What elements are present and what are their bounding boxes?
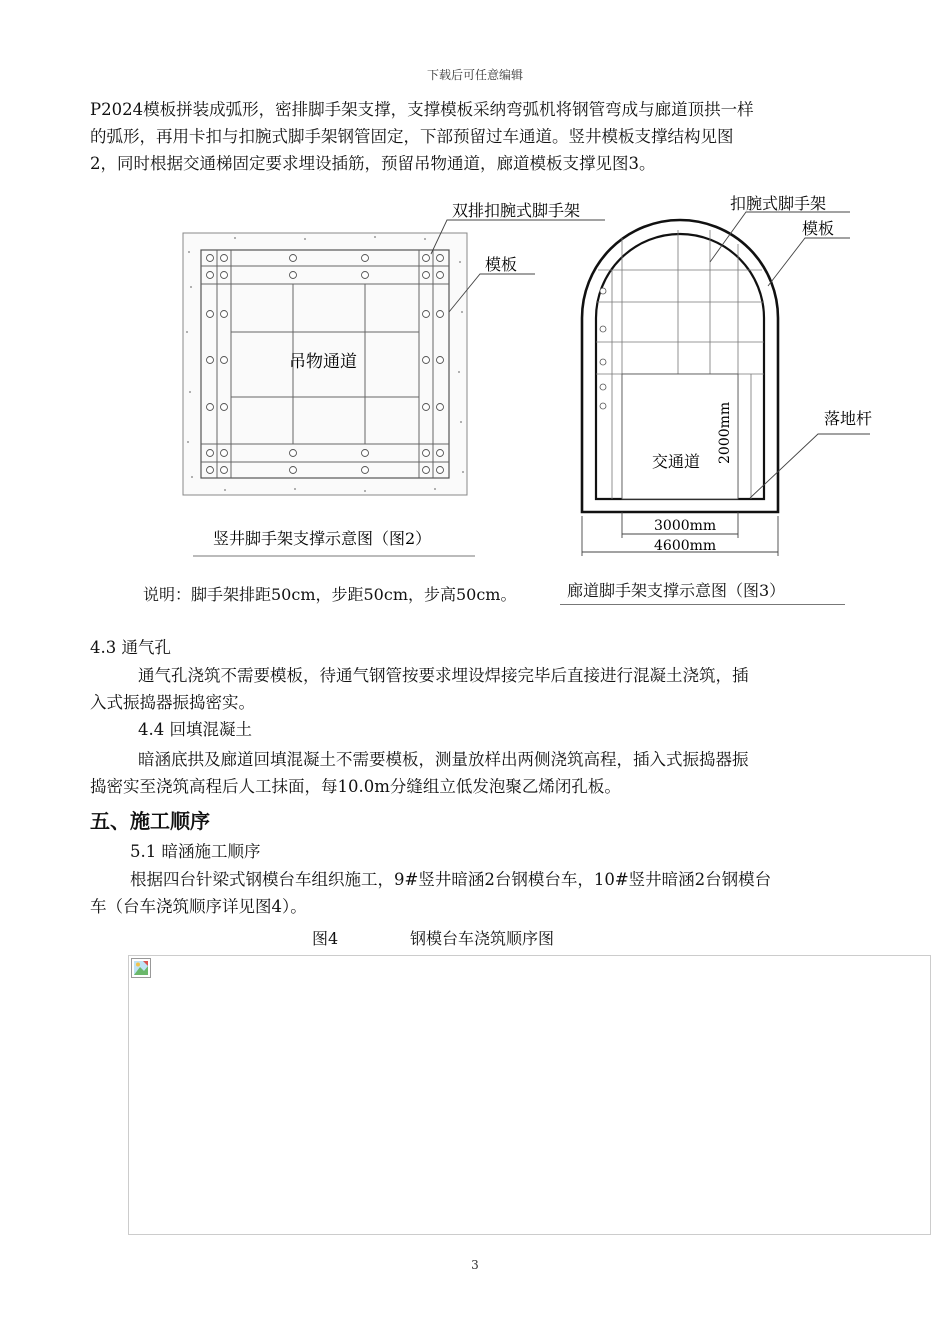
section-4-3-body [90, 662, 860, 716]
section-4-4-body [90, 746, 860, 800]
label-double-row-scaffold: 双排扣腕式脚手架 [452, 201, 581, 220]
shaft-scaffold-diagram [175, 192, 581, 562]
section-4-4-title: 4.4 回填混凝土 [138, 720, 252, 739]
dim-outer-width: 4600mm [654, 538, 717, 554]
intro-paragraph [90, 96, 860, 177]
text-line: 入式振捣器振捣密实。 [90, 693, 255, 712]
fig2-caption: 竖井脚手架支撑示意图（图2） [213, 529, 432, 548]
page-header: 下载后可任意编辑 [426, 68, 523, 82]
dim-height: 2000mm [717, 401, 733, 464]
dim-inner-width: 3000mm [654, 518, 717, 534]
text-line: 根据四台针梁式钢模台车组织施工，9#竖井暗涵2台钢模台车，10#竖井暗涵2台钢模台 [130, 870, 772, 889]
broken-image-icon [131, 958, 151, 978]
scaffold-note: 说明：脚手架排距50cm，步距50cm，步高50cm。 [143, 585, 517, 604]
fig4-image-placeholder [128, 955, 931, 1235]
page-number: 3 [471, 1258, 479, 1272]
section-5-1-body [90, 866, 860, 920]
text-line: 的弧形，再用卡扣与扣腕式脚手架钢管固定，下部预留过车通道。竖井模板支撑结构见图 [90, 127, 734, 146]
label-scaffold: 扣腕式脚手架 [730, 194, 827, 213]
label-traffic-passage: 交通道 [652, 452, 701, 471]
text-line: 暗涵底拱及廊道回填混凝土不需要模板，测量放样出两侧浇筑高程，插入式振捣器振 [138, 750, 749, 769]
gallery-poles [600, 288, 606, 409]
section-5-1-title: 5.1 暗涵施工顺序 [130, 842, 261, 861]
fig3-caption: 廊道脚手架支撑示意图（图3） [567, 581, 786, 600]
section-4-3-title: 4.3 通气孔 [90, 638, 171, 657]
label-hoisting-passage: 吊物通道 [289, 352, 357, 372]
fig4-caption-number: 图4 [312, 929, 339, 948]
text-line: 通气孔浇筑不需要模板，待通气钢管按要求埋设焊接完毕后直接进行混凝土浇筑，插 [138, 666, 749, 685]
label-ground-pole: 落地杆 [824, 409, 873, 428]
text-line: 车（台车浇筑顺序详见图4）。 [90, 897, 307, 916]
gallery-scaffold-diagram [570, 186, 873, 566]
text-line: 2，同时根据交通梯固定要求埋设插筋，预留吊物通道，廊道模板支撑见图3。 [90, 154, 656, 173]
label-formwork: 模板 [485, 255, 518, 274]
text-line: 捣密实至浇筑高程后人工抹面，每10.0m分缝组立低发泡聚乙烯闭孔板。 [90, 777, 621, 796]
text-line: P2024模板拼装成弧形，密排脚手架支撑，支撑模板采纳弯弧机将钢管弯成与廊道顶拱一样 [90, 100, 754, 119]
fig3-caption-underline [560, 604, 845, 605]
label-formwork: 模板 [802, 219, 835, 238]
section-5-heading: 五、施工顺序 [90, 809, 210, 833]
fig4-caption-title: 钢模台车浇筑顺序图 [410, 929, 555, 948]
